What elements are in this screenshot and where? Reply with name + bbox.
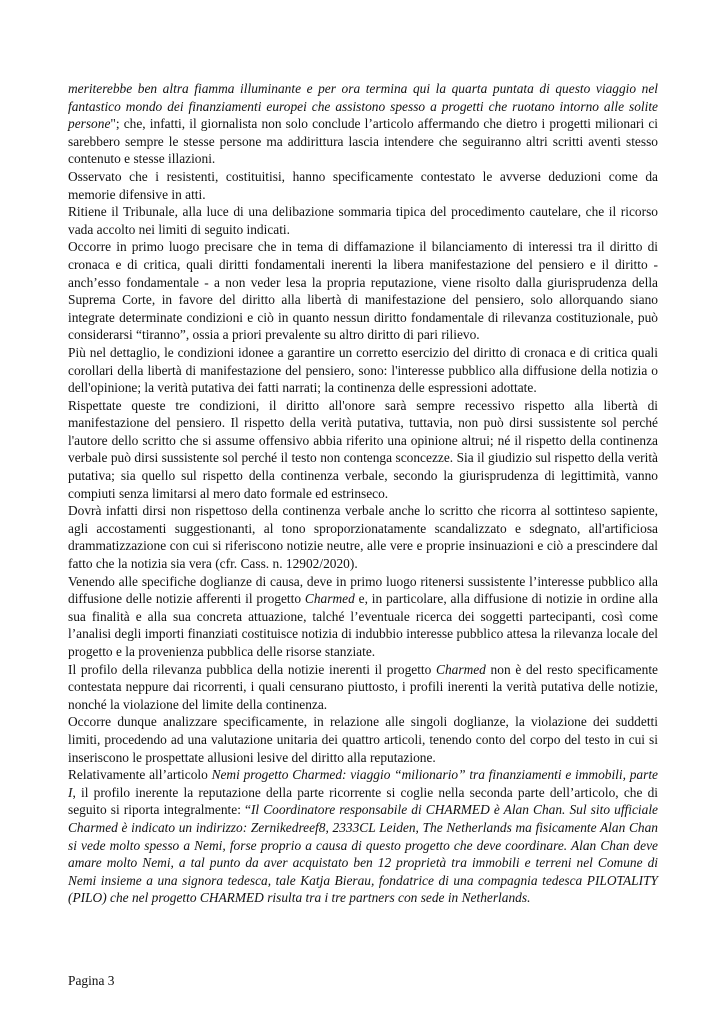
text-run: Occorre in primo luogo precisare che in tema di diffamazione il bilanciamento di interessi tra il diritto di cronaca e di critica, quali diritti fondamentali inerenti la libera manifestazione del pensiero e il diritto - anch’esso fondamentale - a non veder lesa la propria reputazione, viene risolto dalla giurisprudenza della Suprema Corte, in favore del diritto alla libertà di manifestazione del pensiero, solo allorquando siano integrate determinate condizioni e ciò in quanto nessun diritto fondamentale di rilevanza costituzionale, può considerarsi “tiranno”, ossia a priori prevalente su altro diritto di pari rilievo. bbox=[68, 239, 658, 343]
paragraph bbox=[68, 344, 658, 397]
paragraph bbox=[68, 80, 658, 168]
text-run: Relativamente all’articolo bbox=[68, 767, 212, 783]
paragraph bbox=[68, 573, 658, 661]
italic-run: Il Coordinatore responsabile di CHARMED è Alan Chan. Sul sito ufficiale Charmed è indicato un indirizzo: Zernikedreef8, 2333CL Leiden, The Netherlands ma fisicamente Alan Chan si vede molto spesso a Nemi, forse proprio a causa di questo progetto che deve coordinare. Alan Chan deve amare molto Nemi, a tal punto da aver acquistato ben 12 proprietà tra immobili e terreni nel Comune di Nemi insieme a una signora tedesca, tale Katja Bierau, fondatrice di una compagnia tedesca PILOTALITY (PILO) che nel progetto CHARMED risulta tra i tre partners con sede in Netherlands. bbox=[68, 802, 658, 906]
paragraph bbox=[68, 238, 658, 344]
text-run: Il profilo della rilevanza pubblica della notizie inerenti il progetto bbox=[68, 661, 437, 677]
text-run: , il profilo inerente la reputazione della parte ricorrente si coglie nella seconda parte dell’articolo, che di seguito si riporta integralmente: “ bbox=[68, 784, 658, 818]
text-run: "; che, infatti, il giornalista non solo conclude l’articolo affermando che dietro i progetti milionari ci sarebbero sempre le stesse persone ma addirittura lascia intendere che seguiranno altri scritti aventi stesso contenuto e stesse illazioni. bbox=[68, 116, 658, 167]
text-run: non è del resto specificamente contestata neppure dai ricorrenti, i quali censurano piuttosto, i profili inerenti la verità putativa delle notizie, nonché la violazione del limite della continenza. bbox=[68, 661, 658, 712]
italic-run: Nemi progetto Charmed: viaggio “milionario” tra finanziamenti e immobili, parte I bbox=[68, 767, 658, 800]
paragraph bbox=[68, 397, 658, 503]
italic-run: Charmed bbox=[304, 591, 355, 607]
paragraph bbox=[68, 766, 658, 907]
italic-run: meriterebbe ben altra fiamma illuminante e per ora termina qui la quarta puntata di questo viaggio nel fantastico mondo dei finanziamenti europei che assistono spesso a progetti che ruotano intorno alle solite persone bbox=[68, 81, 658, 132]
text-run: Più nel dettaglio, le condizioni idonee a garantire un corretto esercizio del diritto di cronaca e di critica quali corollari della libertà di manifestazione del pensiero, sono: l'interesse pubblico alla diffusione della notizia o dell'opinione; la verità putativa dei fatti narrati; la continenza delle espressioni adottate. bbox=[68, 344, 658, 396]
text-run: Ritiene il Tribunale, alla luce di una delibazione sommaria tipica del procedimento cautelare, che il ricorso vada accolto nei limiti di seguito indicati. bbox=[68, 204, 658, 237]
paragraph bbox=[68, 168, 658, 203]
page-number: Pagina 3 bbox=[68, 973, 115, 988]
paragraph bbox=[68, 203, 658, 238]
paragraph bbox=[68, 661, 658, 714]
text-run: e, in particolare, alla diffusione di notizie in ordine alla sua finalità e alla sua concreta attuazione, talché l’eventuale ricerca dei soggetti partecipanti, così come l’analisi degli importi finanziati costituisce notizia di indubbio interesse pubblico attesa la rilevanza locale del progetto e la provenienza pubblica delle risorse stanziate. bbox=[68, 591, 658, 659]
text-run: Osservato che i resistenti, costituitisi, hanno specificamente contestato le avverse deduzioni come da memorie difensive in atti. bbox=[68, 168, 658, 202]
paragraph bbox=[68, 502, 658, 572]
text-run: Rispettate queste tre condizioni, il diritto all'onore sarà sempre recessivo rispetto alla libertà di manifestazione del pensiero. Il rispetto della verità putativa, tuttavia, non può dirsi sussistente sol perché l'autore dello scritto che si assume offensivo abbia riferito una opinione altrui; né il rispetto della continenza verbale può dirsi sussistente sol perché il testo non contenga sconcezze. Sia il giudizio sul rispetto della verità putativa; sia quello sul rispetto della continenza verbale, secondo la giurisprudenza di legittimità, vanno compiuti senza limitarsi al mero dato formale ed estrinseco. bbox=[68, 397, 658, 501]
paragraph bbox=[68, 713, 658, 766]
document-body bbox=[68, 80, 658, 907]
text-run: Occorre dunque analizzare specificamente, in relazione alle singoli doglianze, la violazione dei suddetti limiti, procedendo ad una valutazione unitaria dei quattro articoli, tenendo conto del corpo del testo in cui si inseriscono le prospettate allusioni lesive del diritto alla reputazione. bbox=[68, 714, 658, 765]
italic-run: Charmed bbox=[436, 661, 486, 677]
text-run: Dovrà infatti dirsi non rispettoso della continenza verbale anche lo scritto che ricorra al sottinteso sapiente, agli accostamenti suggestionanti, al tono sproporzionatamente scandalizzato e sdegnato, all'artificiosa drammatizzazione con cui si riferiscono notizie neutre, alle vere e proprie insinuazioni e ciò a prescindere dal fatto che la notizia sia vera (cfr. Cass. n. 12902/2020). bbox=[68, 503, 658, 572]
text-run: Venendo alle specifiche doglianze di causa, deve in primo luogo ritenersi sussistente l’interesse pubblico alla diffusione delle notizie afferenti il progetto bbox=[68, 573, 658, 607]
